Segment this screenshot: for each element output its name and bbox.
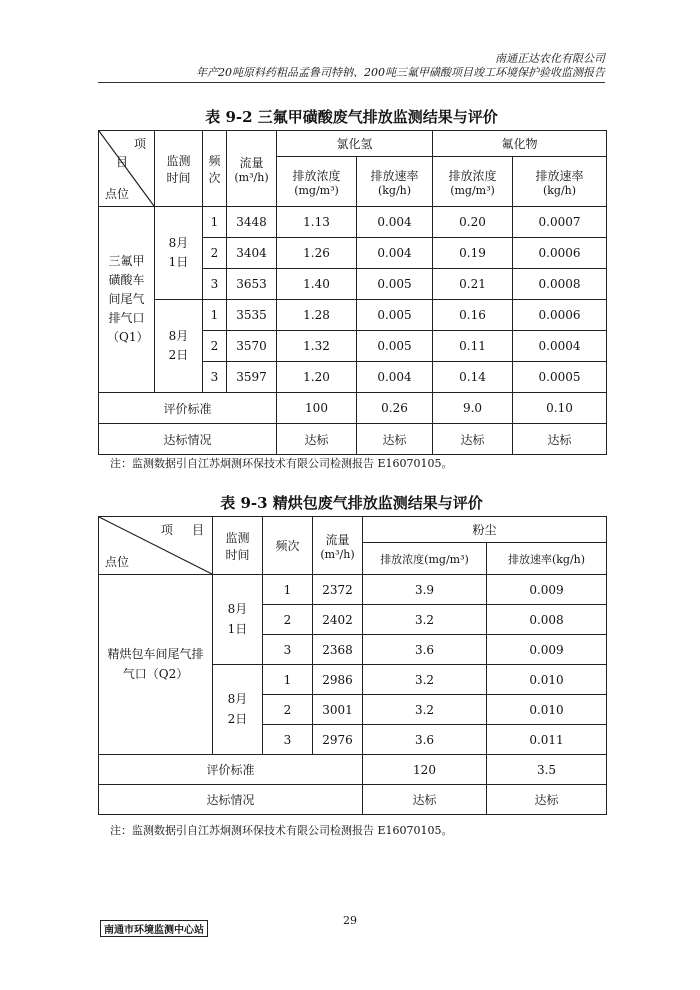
cell: 达标	[433, 424, 513, 455]
standard-row	[99, 755, 607, 785]
cell: 0.010	[487, 665, 607, 695]
cell: 0.005	[357, 269, 433, 300]
diag-label-item: 项 目	[160, 523, 204, 537]
cell: 1	[203, 207, 227, 238]
cell: 0.10	[513, 393, 607, 424]
cell: 0.20	[433, 207, 513, 238]
cell: 0.0006	[513, 238, 607, 269]
flow-label: 流量	[239, 155, 264, 170]
cell: 2976	[313, 725, 363, 755]
cell: 120	[363, 755, 487, 785]
cell: 2	[263, 695, 313, 725]
cell: 0.0007	[513, 207, 607, 238]
cell: 3.2	[363, 665, 487, 695]
cell: 达标	[513, 424, 607, 455]
cell: 0.26	[357, 393, 433, 424]
diag-label-site: 点位	[105, 187, 130, 201]
cell: 1.20	[277, 362, 357, 393]
cell: 达标	[487, 785, 607, 815]
cell: 0.011	[487, 725, 607, 755]
cell: 3653	[227, 269, 277, 300]
standard-row	[99, 393, 607, 424]
cell: 3	[263, 725, 313, 755]
cell: 0.0004	[513, 331, 607, 362]
header-report-title: 年产20吨原料药粗品孟鲁司特钠、200吨三氟甲磺酸项目竣工环境保护验收监测报告	[196, 66, 605, 79]
date-cell: 8月1日	[213, 575, 263, 665]
cell: 3597	[227, 362, 277, 393]
cell: 3.6	[363, 725, 487, 755]
subheader-rate	[357, 157, 433, 207]
cell: 0.004	[357, 207, 433, 238]
standard-label: 评价标准	[99, 755, 363, 785]
group-header-fluoride: 氟化物	[433, 131, 607, 157]
cell: 2	[263, 605, 313, 635]
result-row	[99, 424, 607, 455]
cell: 2	[203, 238, 227, 269]
page-number: 29	[343, 914, 357, 927]
flow-unit: (m³/h)	[320, 547, 355, 561]
cell: 2372	[313, 575, 363, 605]
cell: 3	[263, 635, 313, 665]
cell: 2986	[313, 665, 363, 695]
cell: 1.32	[277, 331, 357, 362]
cell: 1	[263, 665, 313, 695]
cell: 达标	[357, 424, 433, 455]
cell: 0.19	[433, 238, 513, 269]
table-header-diagonal-cell	[99, 131, 155, 207]
standard-label: 评价标准	[99, 393, 277, 424]
rate-unit: (kg/h)	[542, 183, 577, 197]
flow-label: 流量	[325, 532, 350, 547]
cell: 0.004	[357, 362, 433, 393]
cell: 3.5	[487, 755, 607, 785]
date-cell: 8月1日	[155, 207, 203, 300]
cell: 0.0006	[513, 300, 607, 331]
subheader-conc	[277, 157, 357, 207]
footer-org-stamp: 南通市环境监测中心站	[100, 920, 208, 937]
col-header-flow	[227, 131, 277, 207]
cell: 0.008	[487, 605, 607, 635]
diag-label-item-2: 目	[115, 155, 128, 169]
table-header-diagonal-cell	[99, 517, 213, 575]
cell: 0.010	[487, 695, 607, 725]
cell: 9.0	[433, 393, 513, 424]
rate-label: 排放速率	[370, 168, 419, 183]
cell: 3	[203, 269, 227, 300]
cell: 3001	[313, 695, 363, 725]
diag-label-site: 点位	[105, 555, 130, 569]
cell: 3.2	[363, 695, 487, 725]
col-header-frequency: 频次	[203, 131, 227, 207]
cell: 0.009	[487, 575, 607, 605]
cell: 3448	[227, 207, 277, 238]
table-row	[99, 207, 607, 238]
diag-label-item: 项	[133, 137, 146, 151]
rate-unit: (kg/h)	[377, 183, 412, 197]
group-header-dust: 粉尘	[363, 517, 607, 543]
cell: 0.14	[433, 362, 513, 393]
cell: 0.004	[357, 238, 433, 269]
conc-unit: (mg/m³)	[294, 183, 339, 197]
group-header-hcl: 氯化氢	[277, 131, 433, 157]
cell: 3535	[227, 300, 277, 331]
table-row	[99, 575, 607, 605]
cell: 3.6	[363, 635, 487, 665]
col-header-flow	[313, 517, 363, 575]
subheader-rate: 排放速率(kg/h)	[487, 543, 607, 575]
header-rule	[98, 82, 605, 83]
table-9-2-note: 注：监测数据引自江苏炯测环保技术有限公司检测报告 E16070105。	[110, 457, 453, 470]
date-cell: 8月2日	[155, 300, 203, 393]
cell: 1	[203, 300, 227, 331]
cell: 100	[277, 393, 357, 424]
flow-unit: (m³/h)	[234, 170, 269, 184]
table-9-3-title: 表 9-3 精烘包废气排放监测结果与评价	[220, 494, 483, 512]
cell: 1.28	[277, 300, 357, 331]
result-label: 达标情况	[99, 424, 277, 455]
table-9-2-title: 表 9-2 三氟甲磺酸废气排放监测结果与评价	[205, 108, 498, 126]
result-label: 达标情况	[99, 785, 363, 815]
cell: 3.9	[363, 575, 487, 605]
cell: 达标	[277, 424, 357, 455]
cell: 0.005	[357, 300, 433, 331]
result-row	[99, 785, 607, 815]
cell: 3404	[227, 238, 277, 269]
cell: 2	[203, 331, 227, 362]
cell: 0.0008	[513, 269, 607, 300]
subheader-rate	[513, 157, 607, 207]
table-9-3	[98, 516, 607, 815]
cell: 2368	[313, 635, 363, 665]
cell: 1	[263, 575, 313, 605]
cell: 1.13	[277, 207, 357, 238]
cell: 达标	[363, 785, 487, 815]
rate-label: 排放速率	[535, 168, 584, 183]
cell: 0.21	[433, 269, 513, 300]
header-company: 南通正达农化有限公司	[495, 52, 605, 65]
col-header-time: 监测时间	[213, 517, 263, 575]
cell: 0.16	[433, 300, 513, 331]
site-cell: 三氟甲磺酸车间尾气排气口（Q1）	[99, 207, 155, 393]
table-row	[99, 300, 607, 331]
cell: 0.0005	[513, 362, 607, 393]
cell: 2402	[313, 605, 363, 635]
conc-unit: (mg/m³)	[450, 183, 495, 197]
cell: 0.11	[433, 331, 513, 362]
table-9-2	[98, 130, 607, 455]
subheader-conc	[433, 157, 513, 207]
cell: 3.2	[363, 605, 487, 635]
conc-label: 排放浓度	[292, 168, 341, 183]
conc-label: 排放浓度	[448, 168, 497, 183]
cell: 0.009	[487, 635, 607, 665]
col-header-time: 监测时间	[155, 131, 203, 207]
subheader-conc: 排放浓度(mg/m³)	[363, 543, 487, 575]
cell: 3570	[227, 331, 277, 362]
cell: 1.26	[277, 238, 357, 269]
cell: 0.005	[357, 331, 433, 362]
col-header-frequency: 频次	[263, 517, 313, 575]
date-cell: 8月2日	[213, 665, 263, 755]
cell: 1.40	[277, 269, 357, 300]
site-cell: 精烘包车间尾气排气口（Q2）	[99, 575, 213, 755]
cell: 3	[203, 362, 227, 393]
table-9-3-note: 注：监测数据引自江苏炯测环保技术有限公司检测报告 E16070105。	[110, 824, 453, 837]
